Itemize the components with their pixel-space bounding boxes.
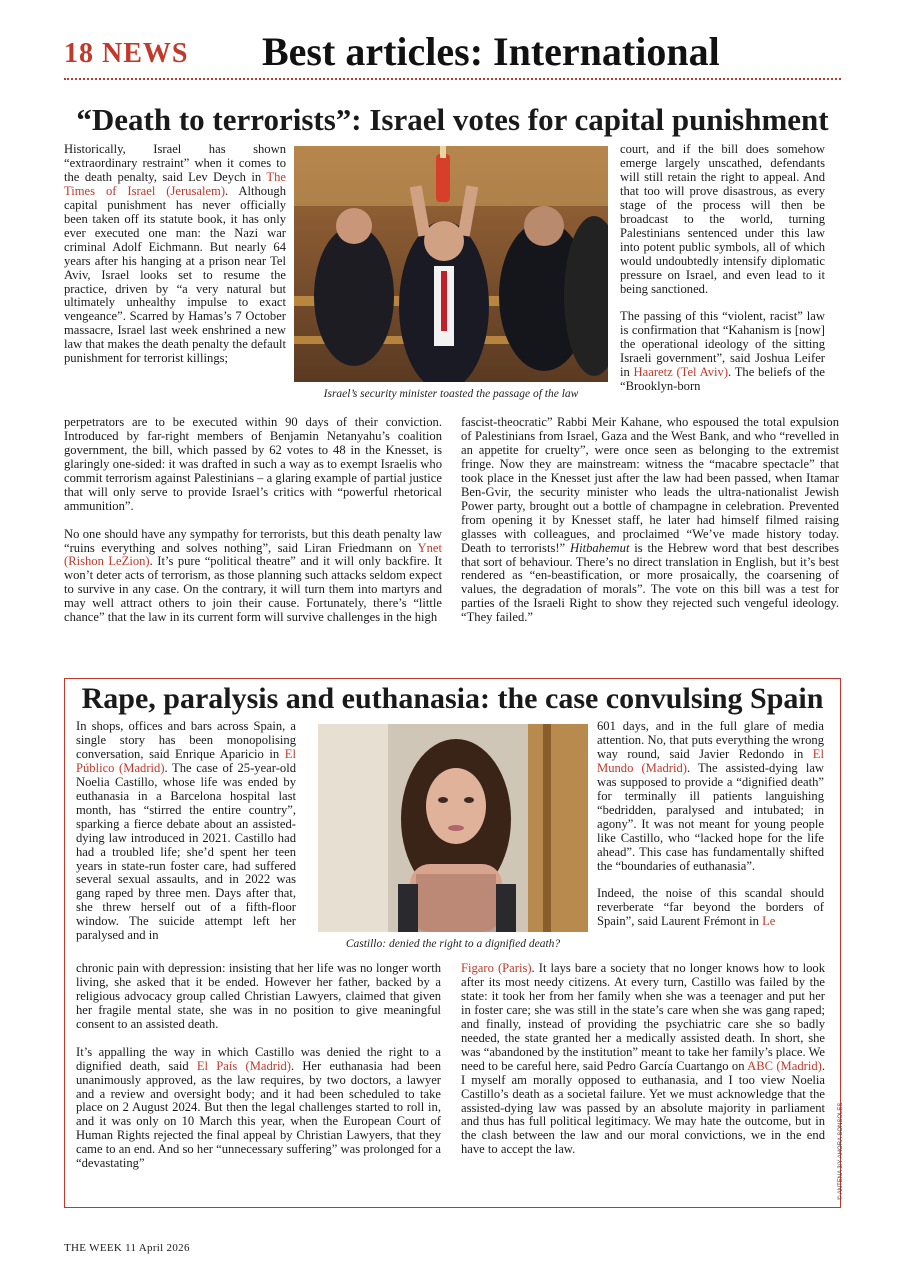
castillo-photo-illustration <box>318 724 588 932</box>
article-1-lower-left: perpetrators are to be executed within 90 days of their conviction. Introduced by far-right members of Benjamin Netanyahu’s coalition government, the bill, which passed by 62 votes to 48 in the Knesset, is glaringly one-sided: it was drafted in such a way as to exempt Israelis who commit terrorism against Palestinians – a glaring example of partial justice that will only serve to provide Israel’s critics with “powerful rhetorical ammunition”. No one should have any sympathy for terrorists, but this death penalty law “ruins everything and solves nothing”, said Liran Friedmann on Ynet (Rishon LeZion). It’s pure “political theatre” and it will only backfire. It won’t deter acts of terrorism, as those planning such attacks seldom expect to survive in any case. On the contrary, it will turn them into martyrs and may well attract others to join their cause. Fortunately, there’s “little chance” that the law in its current form will survive challenges in the high <box>64 415 443 625</box>
source-abc: ABC (Madrid) <box>747 1058 822 1073</box>
article-1-headline: “Death to terrorists”: Israel votes for capital punishment <box>76 102 829 137</box>
source-el-publico: El Público (Madrid) <box>76 746 296 775</box>
page-number: 18 NEWS <box>64 38 189 69</box>
source-haaretz: Haaretz (Tel Aviv) <box>633 365 729 380</box>
article-1-column-1: Historically, Israel has shown “extraordinary restraint” when it comes to the death penalty, said Lev Deych in The Times of Israel (Jerusalem). Although capital punishment has never officially been taken off its statute book, it has only ever executed one man: the Nazi war criminal Adolf Eichmann. But nearly 64 years after his hanging at a prison near Tel Aviv, Israel looks set to resume the practice, driven by “a very natural but ultimately unhealthy impulse to exact vengeance”. Scarred by Hamas’s 7 October massacre, Israel last week enshrined a new law that makes the death penalty the default punishment for terrorist killings; <box>64 142 286 366</box>
article-1-column-3: court, and if the bill does somehow emerge largely unscathed, defendants will still retain the right to appeal. And that too will prove disastrous, as every stage of the process will then be broadcast to the world, turning Palestinians sentenced under this law into potent public symbols, all of which would undoubtedly intensify diplomatic pressure on Israel, and even lead to it being sanctioned. The passing of this “violent, racist” law is confirmation that “Kahanism is [now] the operational ideology of the sitting Israeli government”, said Joshua Leifer in Haaretz (Tel Aviv). The beliefs of the “Brooklyn-born <box>620 142 825 394</box>
article-2-lower-left: chronic pain with depression: insisting that her life was no longer worth living, she asked that it be ended. However her father, backed by a religious advocacy group called Christian Lawyers, claimed that given her fragile mental state, she was in no position to give meaningful consent to an assisted death. It’s appalling the way in which Castillo was denied the right to a dignified death, said El País (Madrid). Her euthanasia had been unanimously approved, as the law requires, by two doctors, a lawyer and a review and oversight body; and it had been scheduled to take place on 2 August 2024. But then the legal challenges started to roll in, and it was only on 10 March this year, when the European Court of Human Rights rejected the final appeal by Christian Lawyers, that they came to an end. And so her “unnecessary suffering” was prolonged for a “devastating” <box>76 961 441 1171</box>
knesset-photo-illustration <box>294 146 608 382</box>
source-el-mundo-link: El Mundo (Madrid) <box>597 746 824 775</box>
photo-credit: © ANTENA 3/Y AHORA SONSOLES <box>838 1102 844 1200</box>
photo-noelia-castillo <box>318 724 588 932</box>
photo-caption-1: Israel’s security minister toasted the passage of the law <box>323 388 579 400</box>
photo-caption-2: Castillo: denied the right to a dignified death? <box>345 938 561 950</box>
section-title: Best articles: International <box>262 29 720 74</box>
source-le-figaro: Figaro (Paris) <box>461 961 532 975</box>
source-le-figaro-start: Le <box>762 914 776 929</box>
footer-issue: THE WEEK 11 April 2026 <box>64 1242 190 1254</box>
photo-ben-gvir-champagne <box>294 146 608 382</box>
article-1-lower-right: fascist-theocratic” Rabbi Meir Kahane, who espoused the total expulsion of Palestinians from Israel, Gaza and the West Bank, and who “revelled in an appetite for cruelty”, were once seen as belonging to the extremist fringe. Now they are mainstream: witness the “macabre spectacle” that took place in the Knesset just after the law had been passed, when Itamar Ben-Gvir, the security minister who leads the ultra-nationalist Jewish Power party, brought out a bottle of champagne in celebration. Prevented from opening it by Knesset staff, he later had himself filmed raising glasses with colleagues, and proclaimed “We’ve made history today. Death to terrorists!” Hitbahemut is the Hebrew word that best describes that sort of behaviour. There’s no direct translation in English, but it’s best rendered as “en-beastification, or more prosaically, the coarsening of values, the degradation of morals”. The vote on this bill was a test for parties of the Israeli Right to show they rejected such vengeful ideology. “They failed.” <box>461 415 839 625</box>
source-el-pais: El País (Madrid) <box>196 1058 291 1073</box>
source-ynet: Ynet (Rishon LeZion) <box>64 540 442 569</box>
article-2-lower-right: Figaro (Paris). It lays bare a society that no longer knows how to look after its most needy citizens. At every turn, Castillo was failed by the state: it took her from her family when she was a teenager and put her in foster care; she was still in the state’s care when she was gang raped; and finally, instead of providing the psychiatric care she so badly needed, the state granted her a medically assisted death. In short, she was “abandoned by the institution” meant to take her family’s place. We need to be careful here, said Pedro García Cuartango on ABC (Madrid). I myself am morally opposed to euthanasia, and I too view Noelia Castillo’s death as a societal failure. Yet we must acknowledge that the assisted-dying law was passed by an absolute majority in parliament and thus has full political legitimacy. We may hate the outcome, but in the clash between the law and our moral convictions, we in the end have to accept the law. <box>461 961 825 1157</box>
article-2-column-1: In shops, offices and bars across Spain, a single story has been monopolising conversation, said Enrique Aparicio in El Público (Madrid). The case of 25-year-old Noelia Castillo, whose life was ended by euthanasia in a Barcelona hospital last month, has “stirred the entire country”, sparking a fierce debate about an assisted-dying law introduced in 2021. Castillo had had a troubled life; she’d spent her teen years in state-run foster care, had suffered several sexual assaults, and in 2022 was gang raped by three men. Days after that, she threw herself out of a fifth-floor window. The suicide attempt left her paralysed and in <box>76 719 297 943</box>
article-2-column-3: 601 days, and in the full glare of media attention. No, that puts everything the wrong way round, said Javier Redondo in El Mundo (Madrid). The assisted-dying law was supposed to provide a “dignified death” for terminally ill patients languishing “bedridden, paralysed and intubated; in agony”. It was not meant for young people like Castillo, who “lacked hope for the life ahead”. This case has fundamentally shifted the “boundaries of euthanasia”. Indeed, the noise of this scandal should reverberate “far beyond the borders of Spain”, said Laurent Frémont in Le <box>597 719 824 929</box>
source-times-of-israel: The Times of Israel (Jerusalem) <box>64 169 286 198</box>
header-divider <box>64 78 841 80</box>
article-2-headline: Rape, paralysis and euthanasia: the case convulsing Spain <box>81 682 824 715</box>
